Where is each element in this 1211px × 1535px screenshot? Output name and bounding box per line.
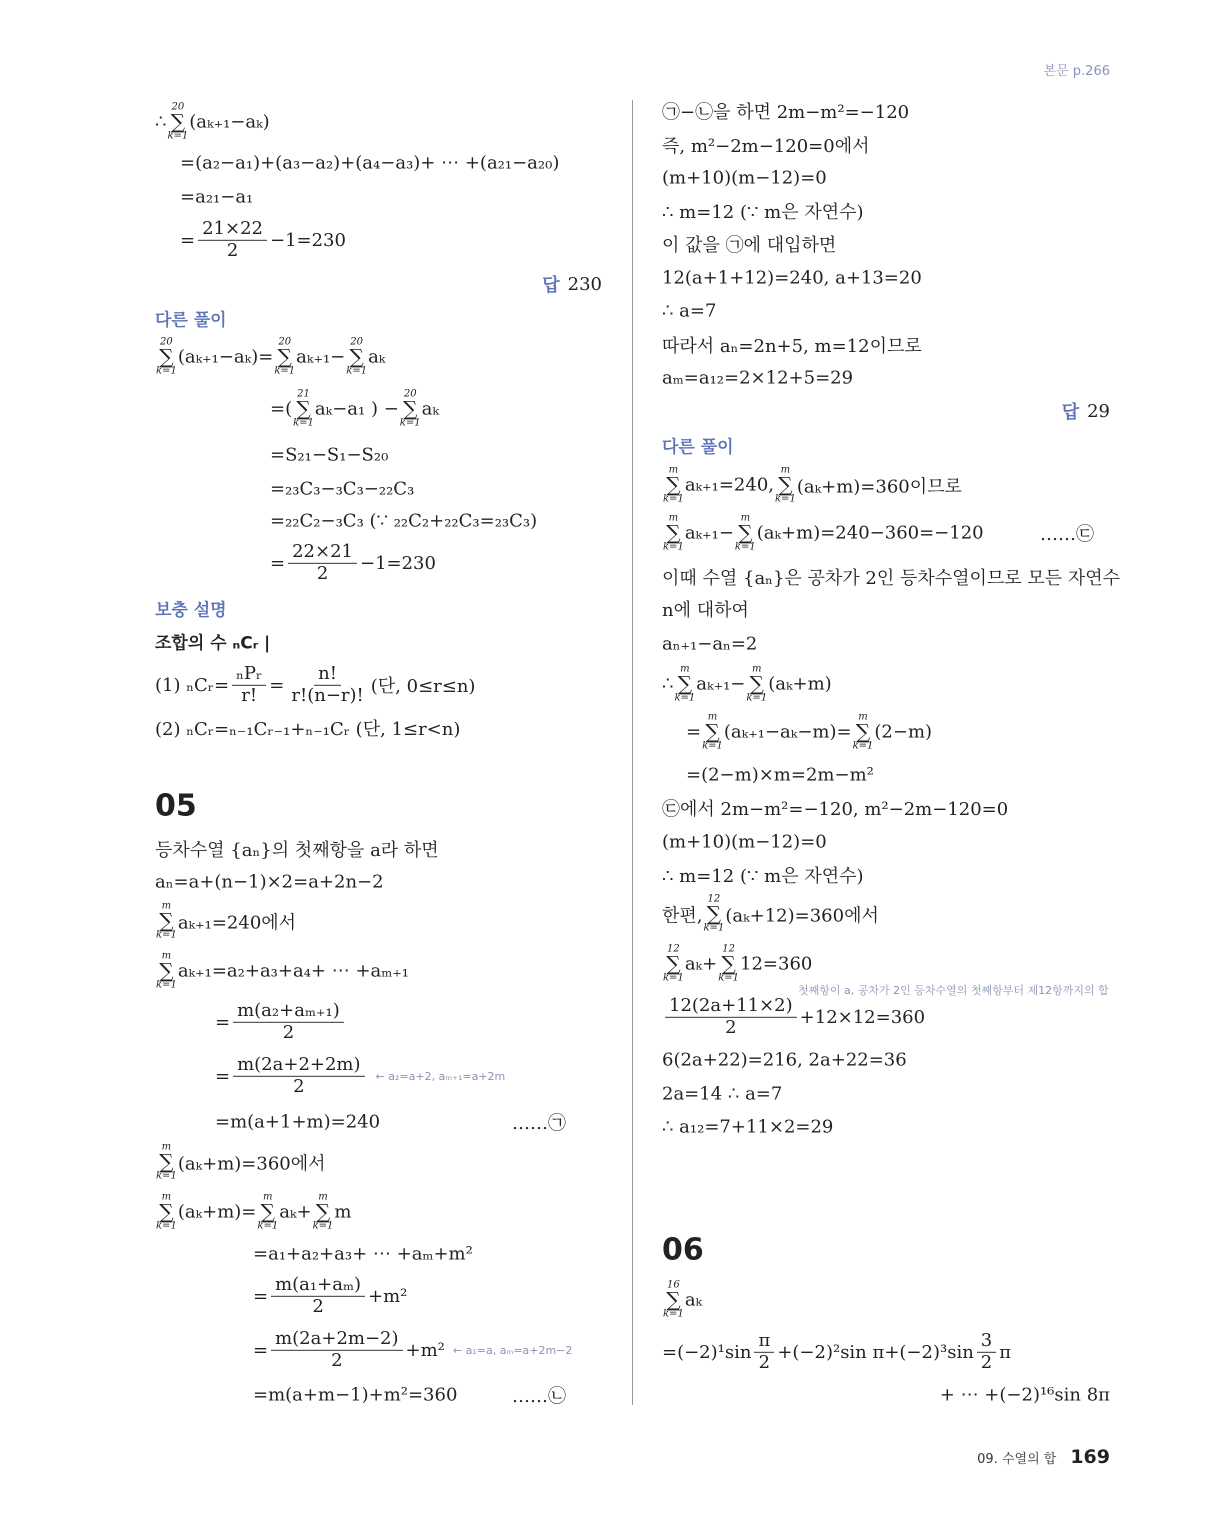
- sum-lower-bound: k=1: [702, 740, 723, 752]
- solution-line: [155, 1143, 326, 1182]
- math-text: ∴ a=7: [662, 300, 717, 322]
- math-text: aₖ: [684, 1289, 703, 1311]
- sum-upper-bound: m: [161, 950, 172, 962]
- summation: [156, 1143, 177, 1182]
- math-text: +12×12=360: [799, 1006, 926, 1028]
- problem-number: [662, 1233, 704, 1268]
- math-text: =(2−m)×m=2m−m²: [686, 764, 874, 786]
- math-text: =: [215, 1065, 231, 1087]
- sigma-symbol: ∑: [855, 719, 871, 744]
- sum-lower-bound: k=1: [399, 417, 421, 429]
- sigma-symbol: ∑: [403, 396, 418, 421]
- solution-line: [662, 596, 749, 622]
- solution-line: [662, 132, 869, 158]
- sum-upper-bound: 12: [722, 943, 735, 955]
- math-text: ∴ a₁₂=7+11×2=29: [662, 1116, 834, 1138]
- sum-upper-bound: m: [740, 512, 751, 524]
- math-text: (aₖ+m)=240−360=−120: [756, 522, 984, 544]
- answer-line: [1062, 398, 1110, 424]
- sum-upper-bound: m: [680, 663, 690, 675]
- sum-upper-bound: m: [318, 1191, 328, 1203]
- math-text: 따라서 aₙ=2n+5, m=12이므로: [662, 336, 922, 357]
- solution-line: [686, 765, 874, 786]
- summation: [702, 713, 723, 752]
- denominator: 2: [293, 1075, 305, 1097]
- math-text: (aₖ+12)=360에서: [725, 905, 879, 926]
- solution-line: [662, 996, 925, 1038]
- summation: [674, 665, 695, 704]
- textbook-page-reference: 본문 p.266: [1043, 64, 1110, 79]
- solution-line: [662, 895, 879, 934]
- solution-line: [155, 103, 270, 142]
- sum-lower-bound: k=1: [156, 979, 177, 991]
- solution-line: [253, 1329, 572, 1371]
- summation: [746, 665, 767, 704]
- math-text: aₖ+: [279, 1201, 312, 1223]
- sum-upper-bound: 21: [297, 388, 310, 400]
- solution-line: [940, 1385, 1110, 1406]
- math-text: 조합의 수 ₙCᵣ |: [155, 633, 271, 654]
- fraction: [288, 542, 357, 584]
- math-text: ㉠−㉡을 하면 2m−m²=−120: [662, 102, 910, 123]
- summation: [346, 338, 367, 377]
- math-text: =a₁+a₂+a₃+ ⋯ +aₘ+m²: [253, 1243, 473, 1265]
- sum-lower-bound: k=1: [257, 1220, 279, 1232]
- solution-line: [253, 1385, 457, 1406]
- solution-line: [662, 862, 864, 888]
- math-text: =a₂₁−a₁: [180, 186, 254, 208]
- math-text: aₘ=a₁₂=2×12+5=29: [662, 367, 854, 389]
- math-text: n에 대하여: [662, 600, 749, 621]
- section-heading: [155, 306, 227, 331]
- math-text: =: [215, 1011, 231, 1033]
- math-text: =₂₂C₂−₃C₃ (∵ ₂₂C₂+₂₂C₃=₂₃C₃): [270, 510, 538, 532]
- math-text: +m²: [368, 1285, 408, 1307]
- annotation-note: 첫째항이 a, 공차가 2인 등차수열의 첫째항부터 제12항까지의 합: [798, 984, 1109, 997]
- summation: [313, 1193, 334, 1232]
- math-text: (aₖ+m)=: [177, 1201, 257, 1223]
- numerator: ₙPᵣ: [232, 664, 266, 686]
- denominator: 2: [980, 1351, 993, 1373]
- sum-lower-bound: k=1: [293, 417, 314, 429]
- solution-line: [662, 466, 962, 505]
- solution-line: [215, 1112, 380, 1133]
- fraction: [287, 664, 367, 706]
- sigma-symbol: ∑: [260, 1199, 275, 1224]
- solution-line: [270, 542, 436, 584]
- math-text: 2a=14 ∴ a=7: [662, 1083, 783, 1105]
- math-text: ∴ m=12 (∵ m은 자연수): [662, 202, 864, 223]
- sum-lower-bound: k=1: [346, 365, 368, 377]
- summation: [718, 945, 739, 984]
- solution-line: [662, 665, 832, 704]
- math-text: ㉢에서 2m−m²=−120, m²−2m−120=0: [662, 799, 1009, 820]
- annotation-note: ← a₁=a, aₘ=a+2m−2: [452, 1343, 573, 1357]
- denominator: 2: [758, 1351, 771, 1373]
- sum-upper-bound: m: [707, 711, 718, 723]
- solution-line: [180, 187, 253, 208]
- solution-line: [215, 1055, 505, 1097]
- sum-lower-bound: k=1: [734, 541, 756, 553]
- sigma-symbol: ∑: [170, 109, 185, 134]
- summation: [156, 338, 177, 377]
- sum-lower-bound: k=1: [718, 972, 740, 984]
- math-text: π: [999, 1341, 1012, 1363]
- sum-upper-bound: 12: [667, 943, 680, 955]
- math-text: =m(a+1+m)=240: [215, 1111, 381, 1133]
- math-text: aₖ₊₁−: [684, 522, 734, 544]
- sigma-symbol: ∑: [705, 719, 720, 744]
- summation: [853, 713, 874, 752]
- sum-upper-bound: m: [668, 512, 679, 524]
- sum-upper-bound: m: [752, 663, 762, 675]
- solution-line: [155, 1193, 351, 1232]
- math-text: 이 값을 ㉠에 대입하면: [662, 235, 837, 256]
- sigma-symbol: ∑: [159, 344, 174, 369]
- solution-line: [1040, 520, 1094, 546]
- solution-line: [662, 1117, 833, 1138]
- solution-line: [662, 231, 836, 257]
- numerator: m(a₂+aₘ₊₁): [233, 1001, 344, 1023]
- summation: [274, 338, 295, 377]
- fraction: [233, 1001, 344, 1043]
- sigma-symbol: ∑: [666, 472, 681, 497]
- sum-lower-bound: k=1: [775, 493, 796, 505]
- sum-upper-bound: 20: [403, 388, 417, 400]
- math-text: aₖ: [421, 398, 439, 420]
- solution-line: [662, 832, 827, 853]
- solution-line: [662, 795, 1008, 821]
- summation: [775, 466, 796, 505]
- fraction: [233, 1055, 364, 1097]
- math-text: 보충 설명: [155, 600, 227, 621]
- sigma-symbol: ∑: [778, 472, 793, 497]
- solution-line: [662, 98, 909, 124]
- numerator: 22×21: [288, 542, 357, 564]
- sigma-symbol: ∑: [677, 671, 692, 696]
- sum-lower-bound: k=1: [156, 365, 177, 377]
- solution-line: [155, 952, 409, 991]
- math-text: =: [180, 229, 196, 251]
- math-text: 한편,: [662, 905, 703, 926]
- sum-upper-bound: m: [161, 900, 172, 912]
- sigma-symbol: ∑: [159, 958, 174, 983]
- fraction: [977, 1331, 996, 1373]
- solution-line: [662, 514, 984, 553]
- sigma-symbol: ∑: [666, 1287, 681, 1312]
- solution-line: [662, 1084, 782, 1105]
- math-text: 이때 수열 {aₙ}은 공차가 2인 등차수열이므로 모든 자연수: [662, 568, 1121, 589]
- math-text: =: [270, 552, 286, 574]
- summation: [663, 466, 684, 505]
- sum-upper-bound: 16: [667, 1279, 680, 1291]
- math-text: =m(a+m−1)+m²=360: [253, 1384, 458, 1406]
- solution-line: [662, 945, 812, 984]
- page-number: 169: [1070, 1446, 1110, 1468]
- sum-lower-bound: k=1: [663, 972, 684, 984]
- sum-upper-bound: 20: [160, 336, 173, 348]
- numerator: 12(2a+11×2): [665, 996, 797, 1018]
- solution-line: [180, 153, 559, 174]
- sum-lower-bound: k=1: [312, 1220, 334, 1232]
- math-text: aₖ₊₁−: [296, 346, 346, 368]
- sigma-symbol: ∑: [721, 951, 736, 976]
- fraction: [665, 996, 797, 1038]
- denominator: 2: [331, 1349, 343, 1371]
- math-text: (m+10)(m−12)=0: [662, 831, 827, 853]
- math-text: ∴ m=12 (∵ m은 자연수): [662, 866, 864, 887]
- solution-line: [155, 664, 475, 706]
- math-text: 6(2a+22)=216, 2a+22=36: [662, 1049, 907, 1071]
- solution-line: [662, 368, 853, 389]
- math-text: (1) ₙCᵣ=: [155, 674, 230, 696]
- math-text: (aₖ+m)=360에서: [177, 1153, 326, 1174]
- sum-lower-bound: k=1: [663, 493, 684, 505]
- math-text: =: [686, 721, 702, 743]
- math-text: ……㉠: [512, 1113, 566, 1134]
- solution-line: [155, 872, 384, 893]
- numerator: 21×22: [198, 219, 267, 241]
- solution-line: [253, 1275, 407, 1317]
- sum-lower-bound: k=1: [852, 740, 874, 752]
- numerator: m(a₁+aₘ): [271, 1275, 365, 1297]
- summation: [156, 902, 177, 941]
- solution-line: [662, 634, 757, 655]
- denominator: 2: [316, 562, 329, 584]
- solution-line: [662, 1050, 907, 1071]
- math-text: 다른 풀이: [155, 310, 227, 331]
- sigma-symbol: ∑: [315, 1199, 331, 1224]
- math-text: (aₖ+m)=360이므로: [796, 476, 962, 497]
- denominator: 2: [312, 1295, 324, 1317]
- sigma-symbol: ∑: [749, 671, 764, 696]
- math-text: 12(a+1+12)=240, a+13=20: [662, 267, 922, 289]
- math-text: aₙ=a+(n−1)×2=a+2n−2: [155, 871, 384, 893]
- sum-upper-bound: m: [263, 1191, 273, 1203]
- answer-label: 답: [1061, 402, 1080, 423]
- sum-lower-bound: k=1: [746, 692, 768, 704]
- math-text: aₖ₊₁=a₂+a₃+a₄+ ⋯ +aₘ₊₁: [177, 960, 410, 982]
- fraction: [271, 1329, 402, 1371]
- sum-upper-bound: m: [668, 464, 679, 476]
- sigma-symbol: ∑: [666, 520, 681, 545]
- solution-line: [155, 629, 270, 654]
- sigma-symbol: ∑: [349, 344, 364, 369]
- math-text: (2−m): [874, 721, 933, 743]
- page-footer: [977, 1446, 1110, 1468]
- solution-line: [662, 268, 922, 289]
- math-text: aₖ₊₁=240,: [684, 474, 774, 496]
- sum-upper-bound: 20: [350, 336, 364, 348]
- math-text: aₖ₊₁−: [696, 673, 746, 695]
- sigma-symbol: ∑: [159, 908, 174, 933]
- math-text: −1=230: [359, 552, 436, 574]
- summation: [663, 514, 684, 553]
- math-text: ……㉢: [1040, 524, 1094, 545]
- denominator: 2: [282, 1021, 295, 1043]
- numerator: m(2a+2+2m): [233, 1055, 364, 1077]
- fraction: [754, 1331, 774, 1373]
- sigma-symbol: ∑: [277, 344, 292, 369]
- answer-label: 답: [542, 275, 560, 296]
- summation: [663, 1281, 684, 1320]
- sigma-symbol: ∑: [159, 1199, 174, 1224]
- math-text: + ⋯ +(−2)¹⁶sin 8π: [939, 1384, 1110, 1406]
- math-text: aₖ−a₁ ) −: [314, 398, 399, 420]
- section-heading: [155, 596, 227, 621]
- math-text: +m²: [405, 1339, 445, 1361]
- solution-line: [155, 902, 296, 941]
- solution-line: [155, 338, 385, 377]
- math-text: (m+10)(m−12)=0: [662, 167, 827, 189]
- summation: [735, 514, 756, 553]
- sum-upper-bound: m: [780, 464, 791, 476]
- solution-line: [253, 1244, 473, 1265]
- sigma-symbol: ∑: [159, 1149, 174, 1174]
- solution-line: [215, 1001, 347, 1043]
- chapter-title: 09. 수열의 합: [977, 1451, 1057, 1467]
- summation: [156, 952, 177, 991]
- fraction: [198, 219, 267, 261]
- column-divider: [632, 100, 633, 1405]
- summation: [167, 103, 188, 142]
- sigma-symbol: ∑: [666, 951, 681, 976]
- solution-line: [662, 168, 827, 189]
- sum-lower-bound: k=1: [156, 1220, 177, 1232]
- numerator: m(2a+2m−2): [271, 1329, 402, 1351]
- solution-line: [512, 1382, 566, 1408]
- math-text: (aₖ+m): [768, 673, 832, 695]
- solution-line: [662, 1281, 702, 1320]
- math-text: ……㉡: [512, 1386, 566, 1407]
- sum-upper-bound: m: [161, 1191, 172, 1203]
- answer-line: [542, 271, 602, 297]
- sum-upper-bound: m: [858, 711, 868, 723]
- solution-line: [512, 1109, 566, 1135]
- math-text: =: [253, 1285, 269, 1307]
- math-text: ∴: [662, 673, 674, 695]
- sum-lower-bound: k=1: [663, 1308, 684, 1320]
- math-text: aₖ: [368, 346, 386, 368]
- summation: [400, 390, 421, 429]
- solution-line: [155, 836, 439, 862]
- sum-upper-bound: 20: [171, 101, 185, 113]
- section-heading: [662, 433, 734, 458]
- problem-number: [155, 789, 197, 824]
- sum-lower-bound: k=1: [674, 692, 696, 704]
- sigma-symbol: ∑: [738, 520, 753, 545]
- math-text: 즉, m²−2m−120=0에서: [662, 136, 870, 157]
- math-text: 다른 풀이: [662, 437, 734, 458]
- sum-upper-bound: 12: [707, 893, 721, 905]
- fraction: [271, 1275, 365, 1317]
- math-text: +(−2)²sin π+(−2)³sin: [777, 1341, 974, 1363]
- math-text: (2) ₙCᵣ=ₙ₋₁Cᵣ₋₁+ₙ₋₁Cᵣ (단, 1≤r<n): [155, 719, 461, 740]
- summation: [293, 390, 314, 429]
- math-text: (aₖ₊₁−aₖ)=: [177, 346, 274, 368]
- solution-line: [662, 301, 716, 322]
- sum-lower-bound: k=1: [156, 929, 177, 941]
- solution-line: [686, 713, 932, 752]
- solution-line: [662, 564, 1120, 590]
- denominator: 2: [226, 239, 239, 261]
- summation: [156, 1193, 177, 1232]
- math-text: ∴: [155, 111, 167, 133]
- solution-line: [155, 715, 460, 741]
- numerator: π: [754, 1331, 774, 1353]
- denominator: r!(n−r)!: [291, 684, 364, 706]
- math-text: 12=360: [740, 953, 813, 975]
- math-text: 230: [567, 273, 602, 295]
- math-text: =(: [270, 398, 293, 420]
- numerator: n!: [314, 664, 341, 686]
- sigma-symbol: ∑: [296, 396, 311, 421]
- solution-line: [662, 198, 864, 224]
- math-text: 29: [1087, 400, 1110, 422]
- math-text: (aₖ₊₁−aₖ−m)=: [723, 721, 852, 743]
- summation: [704, 895, 725, 934]
- math-text: aₖ₊₁=240에서: [177, 912, 297, 933]
- sum-lower-bound: k=1: [156, 1170, 177, 1182]
- solution-line: [270, 511, 537, 532]
- math-text: =: [253, 1339, 269, 1361]
- denominator: 2: [725, 1016, 737, 1038]
- math-text: −1=230: [269, 229, 346, 251]
- math-text: =: [269, 674, 285, 696]
- sum-lower-bound: k=1: [703, 922, 725, 934]
- math-text: (aₖ₊₁−aₖ): [189, 111, 270, 133]
- math-text: =(a₂−a₁)+(a₃−a₂)+(a₄−a₃)+ ⋯ +(a₂₁−a₂₀): [180, 152, 560, 174]
- sum-upper-bound: m: [161, 1141, 172, 1153]
- math-text: aₙ₊₁−aₙ=2: [662, 633, 758, 655]
- math-text: 등차수열 {aₙ}의 첫째항을 a라 하면: [155, 840, 439, 861]
- sum-upper-bound: 20: [278, 336, 292, 348]
- sum-lower-bound: k=1: [663, 541, 684, 553]
- solution-line: [270, 479, 414, 500]
- denominator: r!: [241, 684, 258, 706]
- sum-lower-bound: k=1: [167, 130, 189, 142]
- summation: [257, 1193, 278, 1232]
- annotation-note: ← a₂=a+2, aₘ₊₁=a+2m: [375, 1069, 506, 1083]
- math-text: (단, 0≤r≤n): [370, 676, 476, 697]
- solution-line: [180, 219, 346, 261]
- math-text: =₂₃C₃−₃C₃−₂₂C₃: [270, 478, 415, 500]
- solution-line: [662, 332, 922, 358]
- math-text: =(−2)¹sin: [662, 1341, 752, 1363]
- numerator: 3: [977, 1331, 996, 1353]
- math-text: m: [334, 1201, 352, 1223]
- math-text: =S₂₁−S₁−S₂₀: [270, 444, 389, 466]
- fraction: [232, 664, 266, 706]
- sigma-symbol: ∑: [706, 901, 722, 926]
- solution-line: [662, 1331, 1011, 1373]
- sum-lower-bound: k=1: [274, 365, 296, 377]
- solution-line: [270, 445, 388, 466]
- math-text: aₖ+: [684, 953, 718, 975]
- math-text: 06: [662, 1232, 704, 1268]
- summation: [663, 945, 684, 984]
- solution-line: [270, 390, 439, 429]
- math-text: 05: [155, 788, 197, 824]
